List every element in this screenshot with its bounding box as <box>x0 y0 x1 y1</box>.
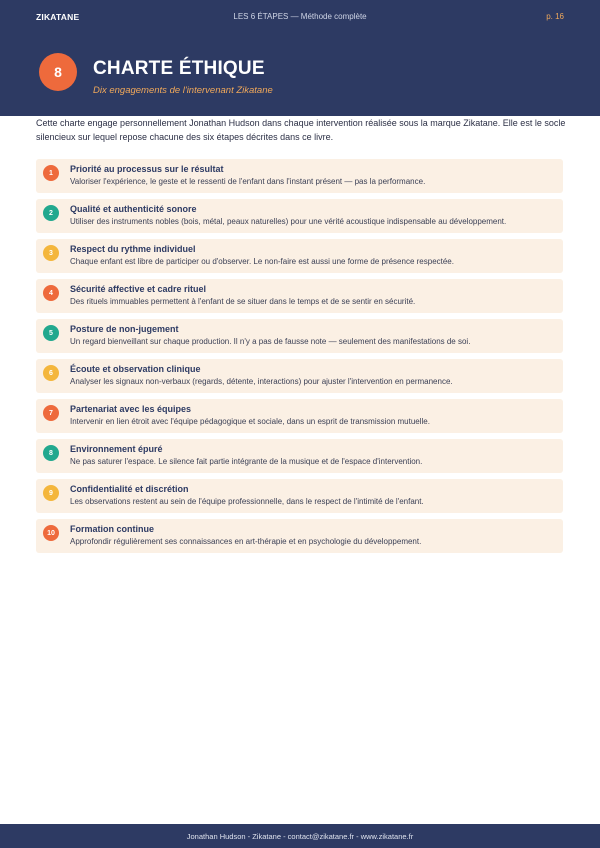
commitment-number-badge: 8 <box>43 445 59 461</box>
intro-paragraph: Cette charte engage personnellement Jonathan Hudson dans chaque intervention réalisée sous la marque Zikatane. Elle est le socle silencieux sur lequel repose chacune des six étapes décrites dans ce livre. <box>36 118 566 142</box>
commitment-description: Chaque enfant est libre de participer ou d'observer. Le non-faire est aussi une forme de présence respectée. <box>70 257 454 266</box>
commitment-title: Confidentialité et discrétion <box>70 484 189 494</box>
commitment-number-badge: 9 <box>43 485 59 501</box>
commitment-title: Qualité et authenticité sonore <box>70 204 197 214</box>
commitment-item <box>36 359 563 393</box>
commitment-description: Intervenir en lien étroit avec l'équipe pédagogique et sociale, dans un esprit de transmission mutuelle. <box>70 417 430 426</box>
commitments-list <box>36 159 563 559</box>
commitment-item <box>36 159 563 193</box>
commitment-item <box>36 239 563 273</box>
commitment-item <box>36 279 563 313</box>
commitment-description: Des rituels immuables permettent à l'enfant de se situer dans le temps et de se sentir en sécurité. <box>70 297 416 306</box>
commitment-description: Un regard bienveillant sur chaque production. Il n'y a pas de fausse note — seulement des manifestations de soi. <box>70 337 471 346</box>
commitment-number-badge: 10 <box>43 525 59 541</box>
commitment-description: Ne pas saturer l'espace. Le silence fait partie intégrante de la musique et de l'espace d'intervention. <box>70 457 423 466</box>
commitment-title: Environnement épuré <box>70 444 163 454</box>
commitment-item <box>36 199 563 233</box>
page-title: CHARTE ÉTHIQUE <box>93 58 265 79</box>
commitment-number-badge: 2 <box>43 205 59 221</box>
commitment-number-badge: 6 <box>43 365 59 381</box>
commitment-item <box>36 519 563 553</box>
chapter-number-badge: 8 <box>39 53 77 91</box>
commitment-number-badge: 5 <box>43 325 59 341</box>
commitment-title: Sécurité affective et cadre rituel <box>70 284 207 294</box>
commitment-number-badge: 3 <box>43 245 59 261</box>
brand-name: ZIKATANE <box>36 12 80 22</box>
page-subtitle: Dix engagements de l'intervenant Zikatane <box>93 85 273 96</box>
commitment-description: Approfondir régulièrement ses connaissances en art-thérapie et en psychologie du développement. <box>70 537 422 546</box>
commitment-title: Formation continue <box>70 524 154 534</box>
commitment-number-badge: 4 <box>43 285 59 301</box>
commitment-number-badge: 7 <box>43 405 59 421</box>
commitment-item <box>36 319 563 353</box>
commitment-item <box>36 479 563 513</box>
commitment-item <box>36 439 563 473</box>
commitment-item <box>36 399 563 433</box>
commitment-title: Respect du rythme individuel <box>70 244 196 254</box>
page-header <box>0 0 600 116</box>
commitment-title: Priorité au processus sur le résultat <box>70 164 224 174</box>
commitment-description: Utiliser des instruments nobles (bois, métal, peaux naturelles) pour une vérité acoustique indispensable au développement. <box>70 217 507 226</box>
commitment-description: Analyser les signaux non-verbaux (regards, détente, interactions) pour ajuster l'intervention en permanence. <box>70 377 453 386</box>
page-number: p. 16 <box>546 12 564 21</box>
commitment-title: Écoute et observation clinique <box>70 364 201 374</box>
commitment-title: Partenariat avec les équipes <box>70 404 192 414</box>
commitment-description: Les observations restent au sein de l'équipe professionnelle, dans le respect de l'intimité de l'enfant. <box>70 497 424 506</box>
commitment-number-badge: 1 <box>43 165 59 181</box>
page-footer: Jonathan Hudson - Zikatane - contact@zikatane.fr - www.zikatane.fr <box>0 824 600 848</box>
running-header <box>0 12 600 26</box>
running-title: LES 6 ÉTAPES — Méthode complète <box>233 12 367 21</box>
commitment-title: Posture de non-jugement <box>70 324 179 334</box>
commitment-description: Valoriser l'expérience, le geste et le ressenti de l'enfant dans l'instant présent — pas la performance. <box>70 177 426 186</box>
